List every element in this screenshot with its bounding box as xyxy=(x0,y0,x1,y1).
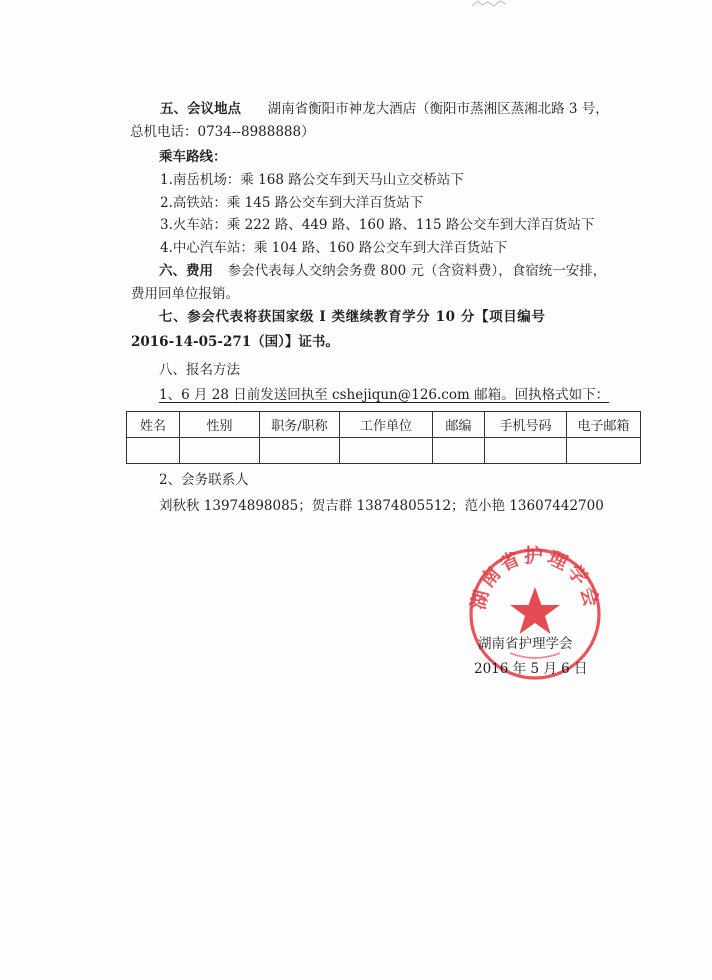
seal-star-icon xyxy=(510,587,560,634)
section7-line1: 七、参会代表将获国家级 I 类继续教育学分 10 分【项目编号 xyxy=(159,309,546,325)
table-cell xyxy=(340,438,433,464)
header-name: 姓名 xyxy=(127,412,180,438)
signature-org: 湖南省护理学会 xyxy=(478,636,573,652)
table-cell xyxy=(180,438,260,464)
table-cell xyxy=(433,438,485,464)
header-postcode: 邮编 xyxy=(433,412,485,438)
table-cell xyxy=(127,438,180,464)
header-gender: 性别 xyxy=(180,412,260,438)
section6-line2: 费用回单位报销。 xyxy=(131,286,239,302)
section5-line1 xyxy=(160,100,609,118)
table-cell xyxy=(485,438,567,464)
section5-line2: 总机电话：0734--8988888） xyxy=(130,124,315,140)
route-item-1: 1.南岳机场：乘 168 路公交车到天马山立交桥站下 xyxy=(160,172,464,188)
section7-line2: 2016-14-05-271（国）】证书。 xyxy=(131,334,339,350)
header-phone: 手机号码 xyxy=(485,412,567,438)
route-item-3: 3.火车站：乘 222 路、449 路、160 路、115 路公交车到大洋百货站下 xyxy=(160,217,595,233)
route-heading: 乘车路线： xyxy=(159,149,227,165)
registration-table xyxy=(126,411,641,464)
section5-address: 湖南省衡阳市神龙大酒店（衡阳市蒸湘区蒸湘北路 3 号， xyxy=(267,101,609,117)
table-cell xyxy=(260,438,340,464)
contacts-line: 刘秋秋 13974898085；贺吉群 13874805512；范小艳 13607442700 xyxy=(159,498,604,514)
table-cell xyxy=(567,438,641,464)
route-item-4: 4.中心汽车站：乘 104 路、160 路公交车到大洋百货站下 xyxy=(160,240,508,256)
seal-text: 湖南省护理学会 xyxy=(467,545,603,612)
section6-line1 xyxy=(159,262,606,280)
route-item-2: 2.高铁站：乘 145 路公交车到大洋百货站下 xyxy=(160,195,424,211)
section8-item2: 2、会务联系人 xyxy=(159,472,249,488)
section6-heading: 六、费用 xyxy=(159,263,213,279)
section8-item1: 1、6 月 28 日前发送回执至 cshejiqun@126.com 邮箱。回执格式如下： xyxy=(159,387,610,403)
signature-date: 2016 年 5 月 6 日 xyxy=(474,661,588,677)
table-row xyxy=(127,438,641,464)
header-workplace: 工作单位 xyxy=(340,412,433,438)
section5-heading: 五、会议地点 xyxy=(160,101,241,117)
section6-text: 参会代表每人交纳会务费 800 元（含资料费），食宿统一安排， xyxy=(227,263,607,279)
section8-heading: 八、报名方法 xyxy=(159,362,240,378)
header-email: 电子邮箱 xyxy=(567,412,641,438)
header-title: 职务/职称 xyxy=(260,412,340,438)
scan-artifact xyxy=(470,0,510,8)
table-header-row xyxy=(127,412,641,438)
